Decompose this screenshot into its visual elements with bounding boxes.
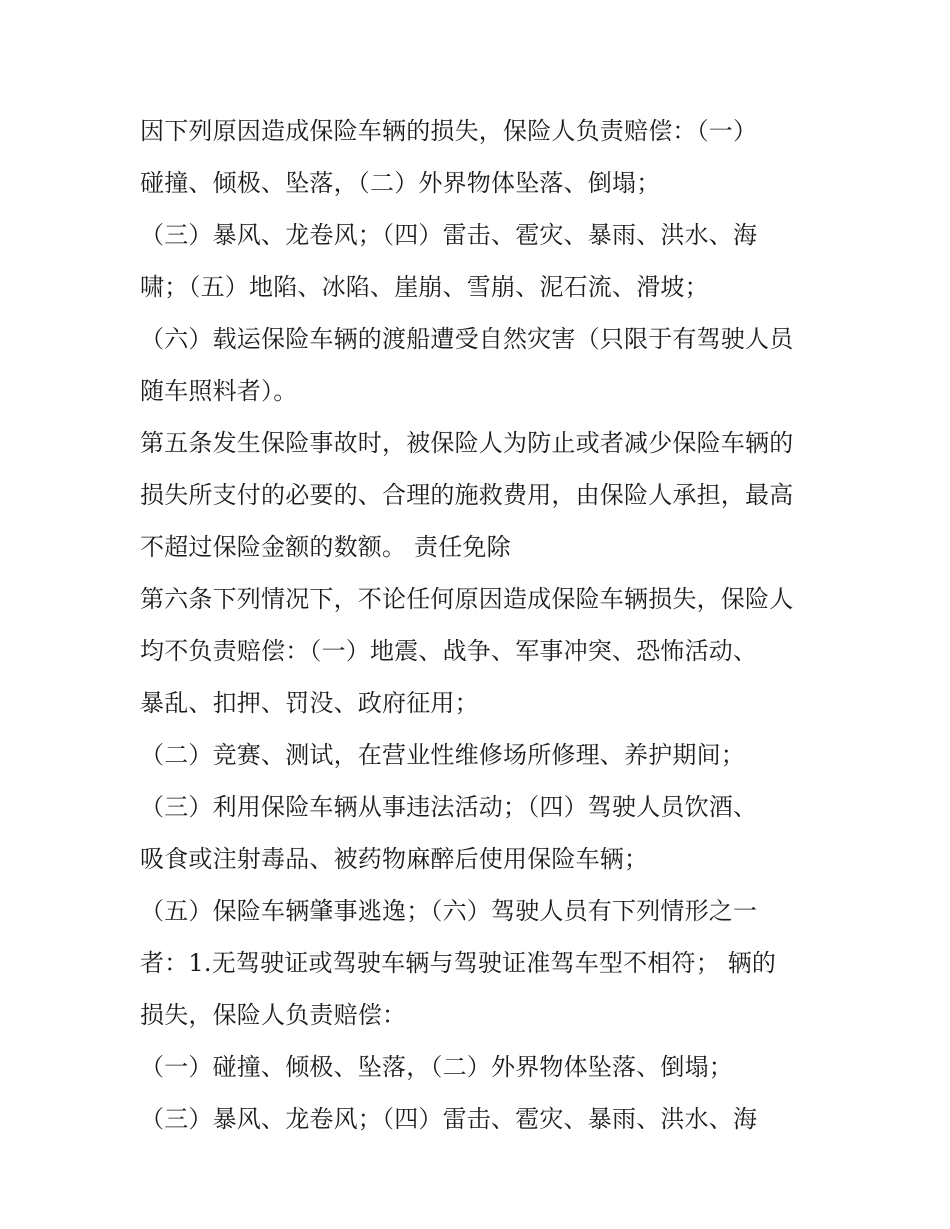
text-line: （三）利用保险车辆从事违法活动；（四）驾驶人员饮酒、 [140,793,758,821]
text-line: （六）载运保险车辆的渡船遭受自然灾害（只限于有驾驶人员 [140,325,794,353]
text-line: （一）碰撞、倾极、坠落，（二）外界物体坠落、倒塌； [140,1053,733,1081]
text-line: （三）暴风、龙卷风；（四）雷击、雹灾、暴雨、洪水、海 [140,221,758,249]
text-line: 随车照料者）。 [140,377,298,405]
text-line: 第六条下列情况下，不论任何原因造成保险车辆损失，保险人 [140,585,794,613]
text-line: 吸食或注射毒品、被药物麻醉后使用保险车辆； [140,845,649,873]
text-line: 损失所支付的必要的、合理的施救费用，由保险人承担，最高 [140,481,794,509]
text-line: （三）暴风、龙卷风；（四）雷击、雹灾、暴雨、洪水、海 [140,1105,758,1133]
text-line: 者：1.无驾驶证或驾驶车辆与驾驶证准驾车型不相符； 辆的 [140,949,777,977]
text-line: 损失，保险人负责赔偿： [140,1001,407,1029]
text-line: 不超过保险金额的数额。 责任免除 [140,533,511,561]
document-body [140,105,820,1145]
text-line: 均不负责赔偿：（一）地震、战争、军事冲突、恐怖活动、 [140,637,758,665]
text-line: （五）保险车辆肇事逃逸；（六）驾驶人员有下列情形之一 [140,897,758,925]
text-line: （二）竞赛、测试，在营业性维修场所修理、养护期间； [140,741,745,769]
text-line: 第五条发生保险事故时，被保险人为防止或者减少保险车辆的 [140,429,794,457]
text-line: 碰撞、倾极、坠落，（二）外界物体坠落、倒塌； [140,169,661,197]
text-line: 因下列原因造成保险车辆的损失，保险人负责赔偿：（一） [140,117,758,145]
text-line: 暴乱、扣押、罚没、政府征用； [140,689,479,717]
text-line: 啸；（五）地陷、冰陷、崖崩、雪崩、泥石流、滑坡； [140,273,709,301]
